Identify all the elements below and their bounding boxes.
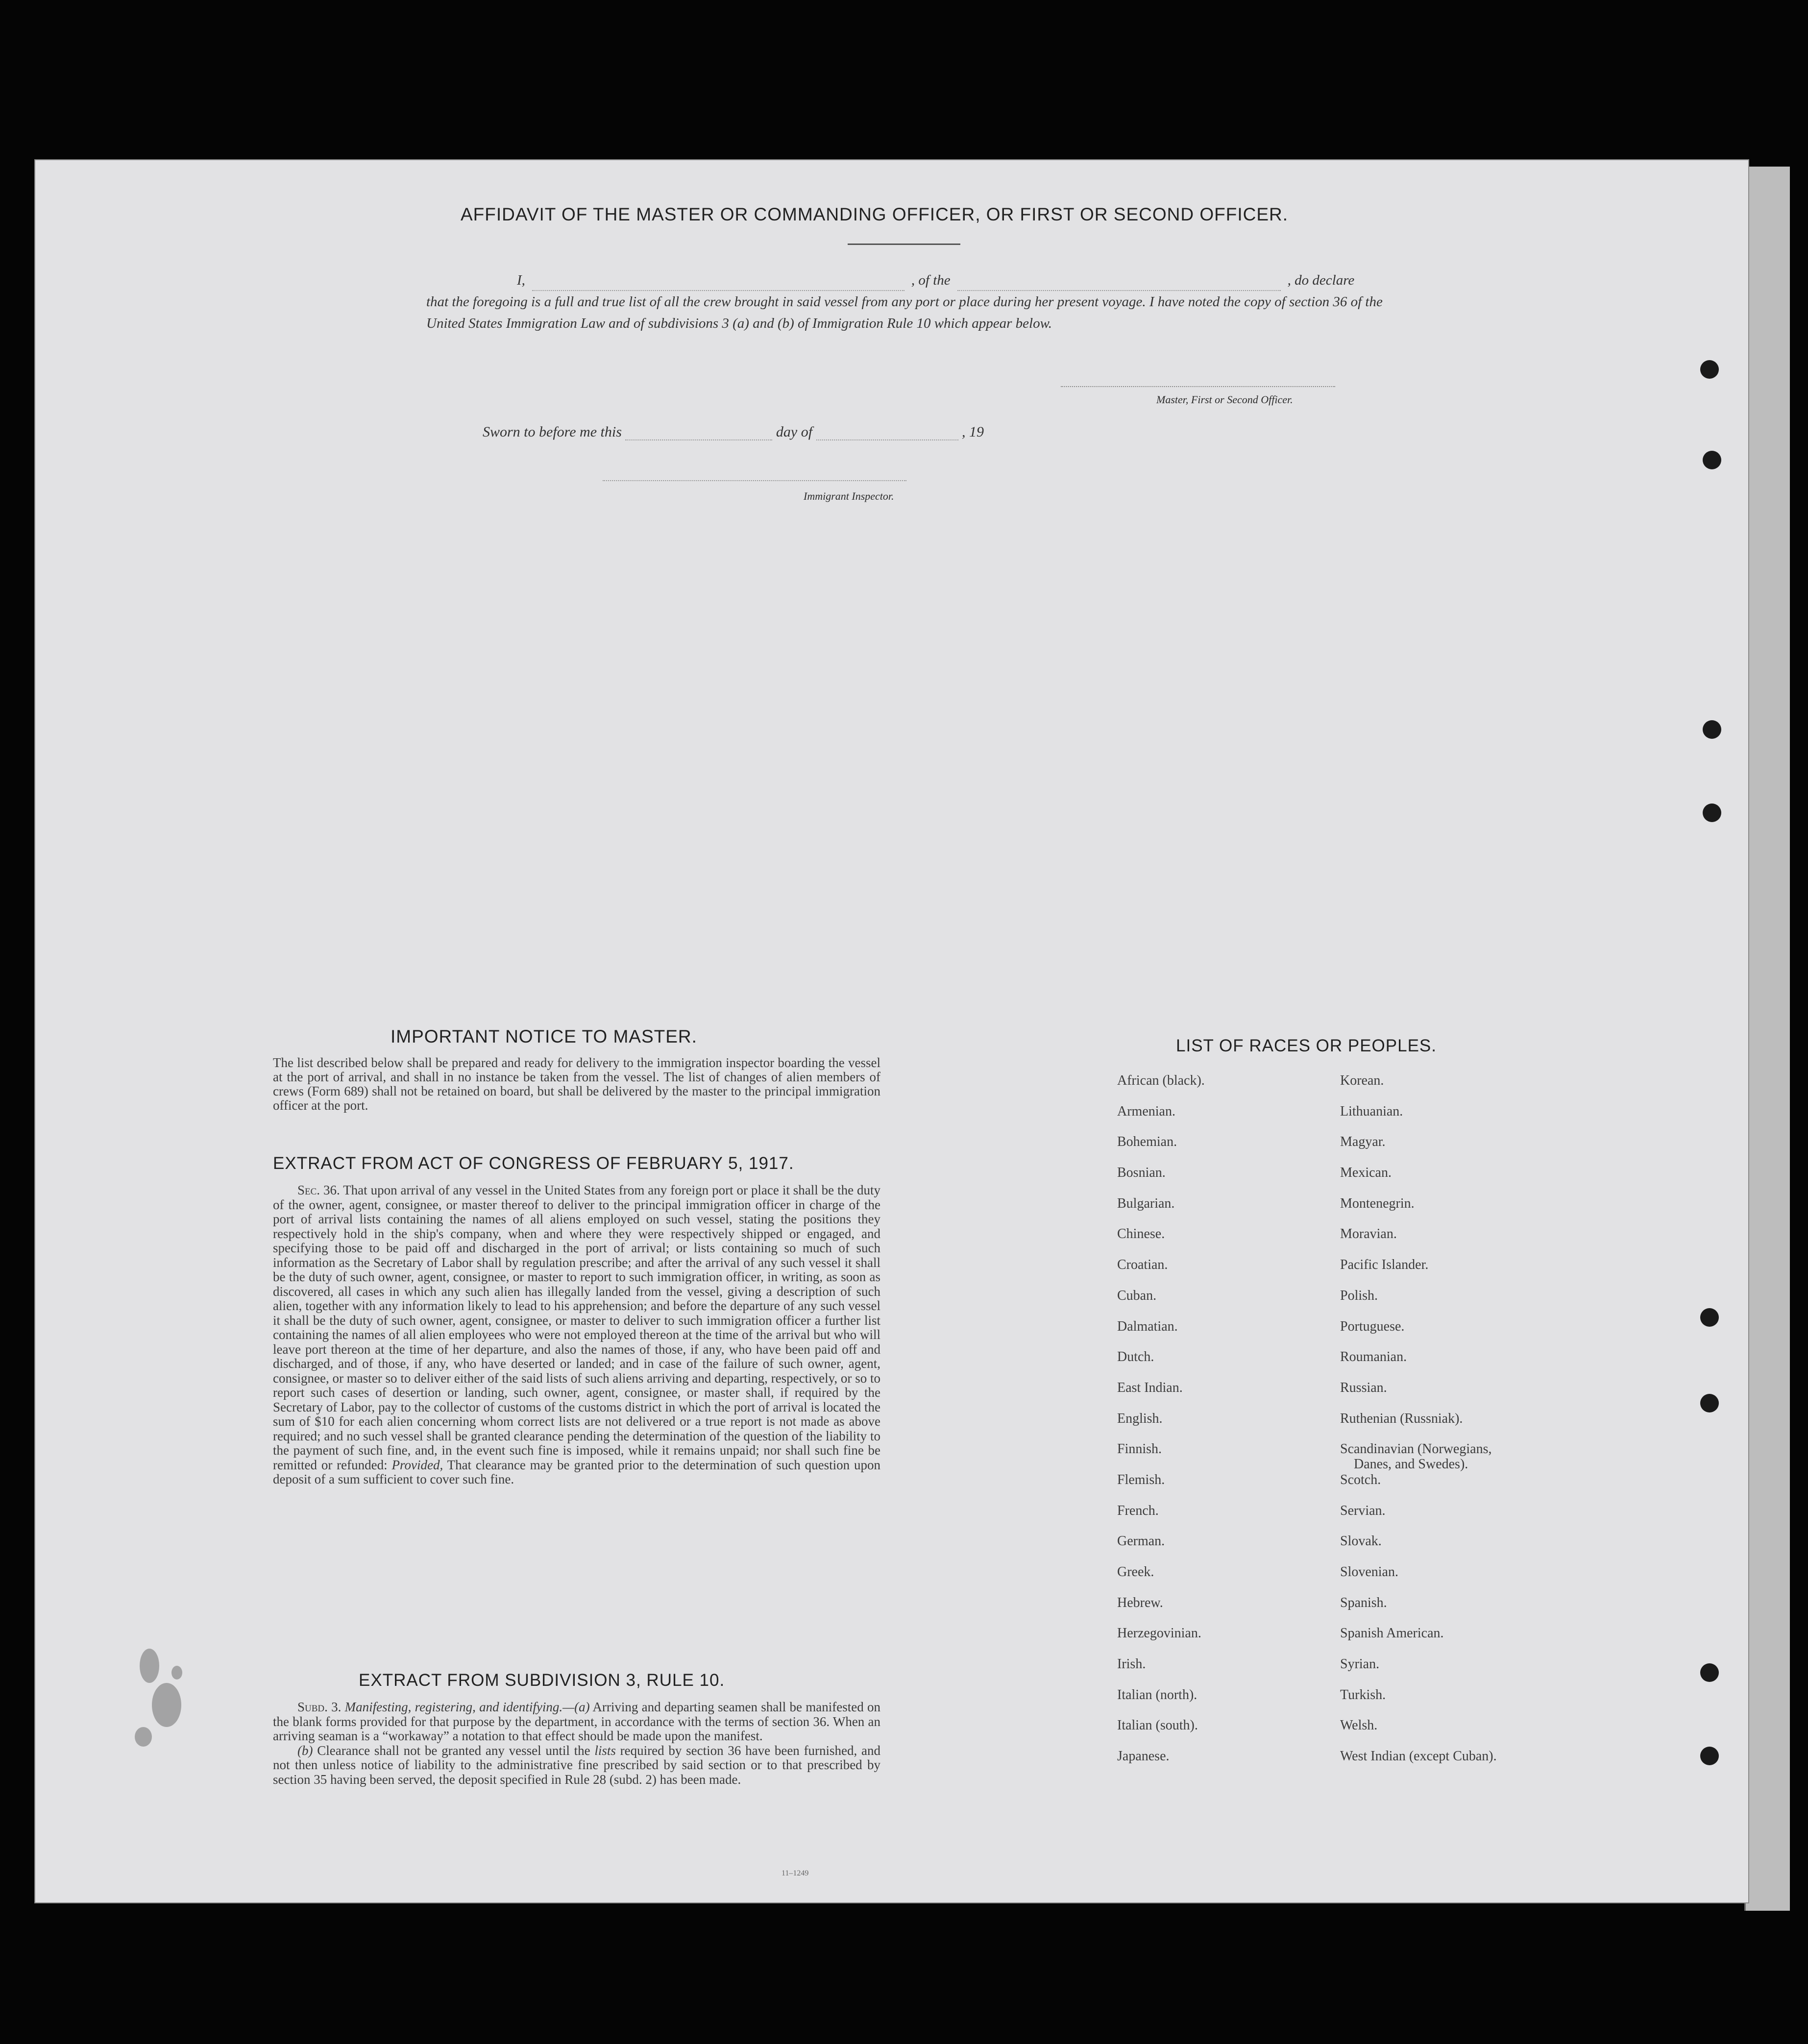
extract-rule-title: EXTRACT FROM SUBDIVISION 3, RULE 10. <box>359 1671 725 1690</box>
signature-line[interactable] <box>1061 386 1335 387</box>
race-item: Croatian. <box>1117 1257 1168 1273</box>
subd-label: Subd. 3. <box>297 1700 342 1714</box>
inspector-label: Immigrant Inspector. <box>804 490 894 502</box>
punch-hole <box>1700 1394 1719 1412</box>
document-page <box>34 159 1749 1903</box>
punch-hole <box>1700 1747 1719 1765</box>
year-label: , 19 <box>962 424 984 440</box>
race-item: Russian. <box>1340 1380 1387 1395</box>
race-item: West Indian (except Cuban). <box>1340 1749 1497 1764</box>
race-item: Danes, and Swedes). <box>1354 1457 1468 1472</box>
race-item: Dalmatian. <box>1117 1318 1178 1334</box>
race-item: Korean. <box>1340 1073 1384 1088</box>
para-b-end: required by section 36 have been furnished, and not then unless notice of liability to the administrative fine prescribed by said section or to that prescribed by section 35 having been served, the deposit specified in Rule 28 (subd. 2) has been made. <box>273 1743 881 1787</box>
para-b-label: (b) <box>297 1743 313 1758</box>
para-a: Arriving and departing seamen shall be manifested on the blank forms provided for that purpose by the department, in accordance with the terms of section 36. When an arriving seaman is a “workaway” a notation to that effect should be made upon the manifest. <box>273 1700 880 1743</box>
race-item: Flemish. <box>1117 1472 1165 1487</box>
race-item: German. <box>1117 1533 1165 1549</box>
sec-body: That upon arrival of any vessel in the United States from any foreign port or place it shall be the duty of the owner, agent, consignee, or master thereof to deliver to the principal immigration officer in charge of the port of arrival lists containing the names of all aliens employed on such vessel, stating the positions they respectively hold in the ship's company, when and where they were respectively shipped or engaged, and specifying those to be paid off and discharged in the port of arrival; or lists containing so much of such information as the Secretary of Labor shall by regulation prescribe; and after the arrival of any such vessel it shall be the duty of such owner, agent, consignee, or master to report to such immigration officer, in writing, as soon as discovered, all cases in which any such alien has illegally landed from the vessel, giving a description of such alien, together with any information likely to lead to his apprehension; and before the departure of any such vessel it shall be the duty of such owner, agent, consignee, or master to deliver to such immigration officer a further list containing the names of all alien employees who were not employed thereon at the time of the arrival but who will leave port thereon at the time of her departure, and also the names of those, if any, who have been paid off and discharged, and of those, if any, who have deserted or landed; and in case of the failure of such owner, agent, consignee, or master so to deliver either of the said lists of such aliens arriving and departing, respectively, or so to report such cases of desertion or landing, such owner, agent, consignee, or master shall, if required by the Secretary of Labor, pay to the collector of customs of the customs district in which the port of arrival is located the sum of $10 for each alien concerning whom correct lists are not delivered or a true report is not made as above required; and no such vessel shall be granted clearance pending the determination of the question of the liability to the payment of such fine, and, in the event such fine is imposed, while it remains unpaid; nor shall such fine be remitted or refunded: <box>273 1183 881 1472</box>
race-item: Greek. <box>1117 1564 1154 1580</box>
race-item: Japanese. <box>1117 1749 1170 1764</box>
race-item: Armenian. <box>1117 1103 1175 1119</box>
subdivision-text <box>273 1700 880 1787</box>
name-blank[interactable] <box>532 278 904 291</box>
affidavit-body <box>426 269 1416 334</box>
punch-hole <box>1700 1308 1719 1327</box>
race-item: Portuguese. <box>1340 1318 1405 1334</box>
of-the-label: , of the <box>911 272 951 288</box>
declare-label: , do declare <box>1287 272 1355 288</box>
race-item: Scandinavian (Norwegians, <box>1340 1441 1492 1457</box>
race-item: Mexican. <box>1340 1165 1392 1181</box>
punch-hole <box>1700 1663 1719 1682</box>
race-item: East Indian. <box>1117 1380 1183 1395</box>
sworn-label: Sworn to before me this <box>483 424 622 440</box>
race-item: Turkish. <box>1340 1687 1386 1703</box>
para-b-lists: lists <box>594 1743 616 1758</box>
race-item: Herzegovinian. <box>1117 1626 1201 1641</box>
sworn-line <box>483 424 984 440</box>
notice-title: IMPORTANT NOTICE TO MASTER. <box>391 1026 697 1046</box>
race-item: Italian (north). <box>1117 1687 1197 1703</box>
punch-hole <box>1700 360 1719 379</box>
affidavit-text: that the foregoing is a full and true list of all the crew brought in said vessel from any port or place during her present voyage. I have noted the copy of section 36 of the United States Immigration Law and of subdivisions 3 (a) and (b) of Immigration Rule 10 which appear below. <box>426 294 1383 331</box>
race-item: Roumanian. <box>1340 1349 1407 1365</box>
underlying-page <box>1744 167 1790 1911</box>
race-item: French. <box>1117 1503 1159 1518</box>
race-item: Pacific Islander. <box>1340 1257 1429 1273</box>
signature-label: Master, First or Second Officer. <box>1156 393 1293 406</box>
race-item: African (black). <box>1117 1073 1205 1088</box>
race-item: Bosnian. <box>1117 1165 1166 1181</box>
race-item: Finnish. <box>1117 1441 1162 1457</box>
race-item: Ruthenian (Russniak). <box>1340 1411 1463 1426</box>
day-blank[interactable] <box>625 428 772 440</box>
day-of-label: day of <box>776 424 813 440</box>
race-item: Lithuanian. <box>1340 1103 1403 1119</box>
race-item: Spanish. <box>1340 1595 1387 1610</box>
race-item: Moravian. <box>1340 1226 1397 1242</box>
race-item: Scotch. <box>1340 1472 1381 1487</box>
race-item: Bulgarian. <box>1117 1195 1175 1211</box>
race-item: Irish. <box>1117 1656 1146 1672</box>
inspector-signature-line[interactable] <box>603 480 906 481</box>
race-item: Slovak. <box>1340 1533 1382 1549</box>
punch-hole <box>1703 720 1721 739</box>
race-item: Montenegrin. <box>1340 1195 1415 1211</box>
race-item: Spanish American. <box>1340 1626 1444 1641</box>
race-item: Bohemian. <box>1117 1134 1177 1150</box>
race-item: Dutch. <box>1117 1349 1154 1365</box>
extract-act-title: EXTRACT FROM ACT OF CONGRESS OF FEBRUARY 5, 1917. <box>273 1154 794 1173</box>
i-label: I, <box>517 272 525 288</box>
race-item: Servian. <box>1340 1503 1386 1518</box>
punch-hole <box>1703 451 1721 469</box>
para-b-start: Clearance shall not be granted any vessel until the <box>317 1743 590 1758</box>
race-item: Welsh. <box>1340 1718 1378 1733</box>
para-a-label: (a) <box>574 1700 590 1714</box>
punch-hole <box>1703 803 1721 822</box>
race-item: Chinese. <box>1117 1226 1165 1242</box>
sec-body-end: That clearance may be granted prior to the determination of such question upon deposit of a sum sufficient to cover such fine. <box>273 1457 881 1486</box>
race-item: Hebrew. <box>1117 1595 1163 1610</box>
races-right-column <box>1340 1073 1497 1779</box>
sec-label: Sec. 36. <box>297 1183 340 1197</box>
provided-label: Provided, <box>391 1457 443 1472</box>
races-left-column <box>1117 1073 1205 1779</box>
races-title: LIST OF RACES OR PEOPLES. <box>1176 1036 1437 1055</box>
vessel-blank[interactable] <box>957 278 1281 291</box>
subd-heading: Manifesting, registering, and identifying.— <box>344 1700 575 1714</box>
form-number: 11–1249 <box>782 1869 809 1877</box>
affidavit-title: AFFIDAVIT OF THE MASTER OR COMMANDING OFFICER, OR FIRST OR SECOND OFFICER. <box>461 204 1289 224</box>
title-rule <box>848 243 960 245</box>
race-item: Magyar. <box>1340 1134 1386 1150</box>
race-item: English. <box>1117 1411 1163 1426</box>
race-item: Italian (south). <box>1117 1718 1198 1733</box>
race-item: Cuban. <box>1117 1288 1157 1303</box>
section-36-text <box>273 1183 880 1487</box>
month-blank[interactable] <box>816 428 958 440</box>
race-item: Syrian. <box>1340 1656 1380 1672</box>
race-item: Slovenian. <box>1340 1564 1398 1580</box>
race-item: Polish. <box>1340 1288 1378 1303</box>
notice-body: The list described below shall be prepared and ready for delivery to the immigration inspector boarding the vessel at the port of arrival, and shall in no instance be taken from the vessel. The list of changes of alien members of crews (Form 689) shall not be retained on board, but shall be delivered by the master to the principal immigration officer at the port. <box>273 1055 880 1113</box>
